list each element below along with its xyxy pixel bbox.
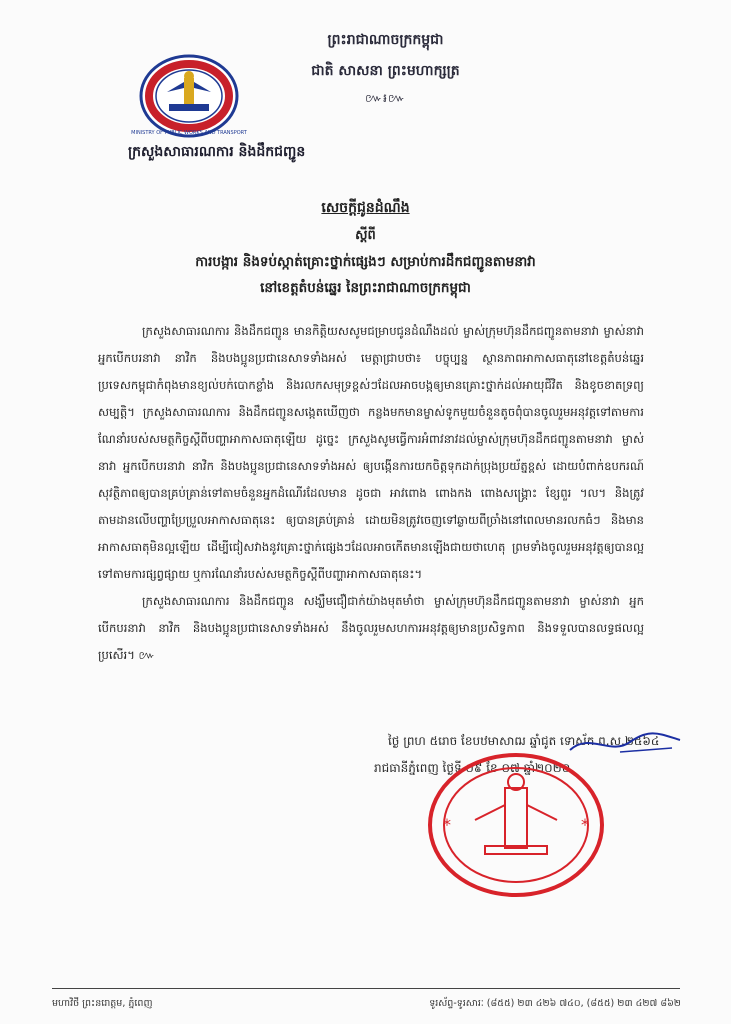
kingdom-title: ព្រះរាជាណាចក្រកម្ពុជា bbox=[327, 32, 444, 48]
official-seal bbox=[425, 750, 607, 900]
svg-text:*: * bbox=[581, 815, 589, 834]
footer-phone: ទូរស័ព្ទ-ទូរសារៈ (៨៥៥) ២៣ ៤២៦ ៧៤០, (៨៥៥) ២៣ ៤២៧ ៨៦២ bbox=[429, 998, 681, 1009]
notice-subject-label: ស្តីពី bbox=[355, 228, 376, 243]
body-paragraph: ក្រសួងសាធារណការ និងដឹកជញ្ជូន មានកិត្តិយសសូមជម្រាបជូនដំណឹងដល់ ម្ចាស់ក្រុមហ៊ុនដឹកជញ្ជូនតាមនាវា ម្ចាស់នាវា អ្នកបើកបរនាវា នាវិក និងបងប្អូនប្រជានេសាទទាំងអស់ មេត្តាជ្រាបថា៖ បច្ចុប្បន្ន ស្ថានភាពអាកាសធាតុនៅខេត្តតំបន់ឆ្នេរប្រទេសកម្ពុជាកំពុងមានខ្យល់បក់បោកខ្លាំង និងរលកសមុទ្រខ្ពស់ៗដែលអាចបង្កឲ្យមានគ្រោះថ្នាក់ដល់អាយុជីវិត និងខូចខាតទ្រព្យសម្បត្តិ។ ក្រសួងសាធារណការ និងដឹកជញ្ជូនសង្កេតឃើញថា កន្លងមកមានម្ចាស់ទូកមួយចំនួនតូចពុំបានចូលរួមអនុវត្តទៅតាមការណែនាំរបស់សមត្ថកិច្ចស្តីពីបញ្ហាអាកាសធាតុឡើយ ដូច្នេះ ក្រសួងសូមធ្វើការអំពាវនាវដល់ម្ចាស់ក្រុមហ៊ុនដឹកជញ្ជូនតាមនាវា ម្ចាស់នាវា អ្នកបើកបរនាវា នាវិក និងបងប្អូនប្រជានេសាទទាំងអស់ ឲ្យបង្កើនការយកចិត្តទុកដាក់ប្រុងប្រយ័ត្នខ្ពស់ ដោយបំពាក់ឧបករណ៍សុវត្ថិភាពឲ្យបានគ្រប់គ្រាន់ទៅតាមចំនួនអ្នកដំណើរដែលមាន ដូចជា អាវពោង ពោងកង ពោងសង្គ្រោះ ខ្សែពួរ ។ល។ និងត្រូវតាមដានលើបញ្ហាប្រែប្រួលអាកាសធាតុនេះ ឲ្យបានគ្រប់គ្រាន់ ដោយមិនត្រូវចេញទៅឆ្ងាយពីច្រាំងនៅពេលមានរលកធំៗ និងមានអាកាសធាតុមិនល្អឡើយ ដើម្បីជៀសវាងនូវគ្រោះថ្នាក់ផ្សេងៗដែលអាចកើតមានឡើងជាយថាហេតុ ព្រមទាំងចូលរួមអនុវត្តឲ្យបានល្អទៅតាមការផ្សព្វផ្សាយ ឬការណែនាំរបស់សមត្ថកិច្ចស្តីពីបញ្ហាអាកាសធាតុនេះ។ bbox=[98, 324, 644, 581]
national-motto: ជាតិ សាសនា ព្រះមហាក្សត្រ bbox=[311, 63, 460, 79]
svg-text:MINISTRY OF PUBLIC WORKS AND T: MINISTRY OF PUBLIC WORKS AND TRANSPORT bbox=[131, 130, 247, 136]
footer-address: មហាវិថី ព្រះនរោត្តម, ភ្នំពេញ bbox=[52, 998, 153, 1009]
notice-heading: សេចក្តីជូនដំណឹង bbox=[321, 200, 410, 216]
solar-date: រាជធានីភ្នំពេញ ថ្ងៃទី ០៩ ខែ ០៧ ឆ្នាំ២០២០ bbox=[374, 761, 571, 775]
body-paragraph: ក្រសួងសាធារណការ និងដឹកជញ្ជូន សង្ឃឹមជឿជាក់យ៉ាងមុតមាំថា ម្ចាស់ក្រុមហ៊ុនដឹកជញ្ជូនតាមនាវា ម្ចាស់នាវា អ្នកបើកបរនាវា នាវិក និងបងប្អូនប្រជានេសាទទាំងអស់ នឹងចូលរួមសហការអនុវត្តឲ្យមានប្រសិទ្ធភាព និងទទួលបានលទ្ធផលល្អប្រសើរ។ ៚ bbox=[98, 594, 644, 662]
lunar-date: ថ្ងៃ ព្រហ ៥រោច ខែបឋមាសាឍ ឆ្នាំជូត ទោស័ក ព.ស.២៥៦៤ bbox=[388, 734, 660, 748]
notice-title-block bbox=[60, 198, 671, 299]
footer-divider bbox=[52, 988, 680, 989]
notice-body bbox=[98, 318, 644, 669]
header-ornament: ៚៛៚ bbox=[365, 91, 406, 105]
svg-text:*: * bbox=[443, 815, 451, 834]
notice-subject-line-2: នៅខេត្តតំបន់ឆ្នេរ នៃព្រះរាជាណាចក្រកម្ពុជា bbox=[260, 280, 471, 296]
kingdom-header bbox=[0, 30, 731, 108]
ministry-name: ក្រសួងសាធារណការ និងដឹកជញ្ជូន bbox=[128, 144, 306, 160]
notice-subject-line-1: ការបង្ការ និងទប់ស្កាត់គ្រោះថ្នាក់ផ្សេងៗ សម្រាប់ការដឹកជញ្ជូនតាមនាវា bbox=[195, 254, 536, 270]
